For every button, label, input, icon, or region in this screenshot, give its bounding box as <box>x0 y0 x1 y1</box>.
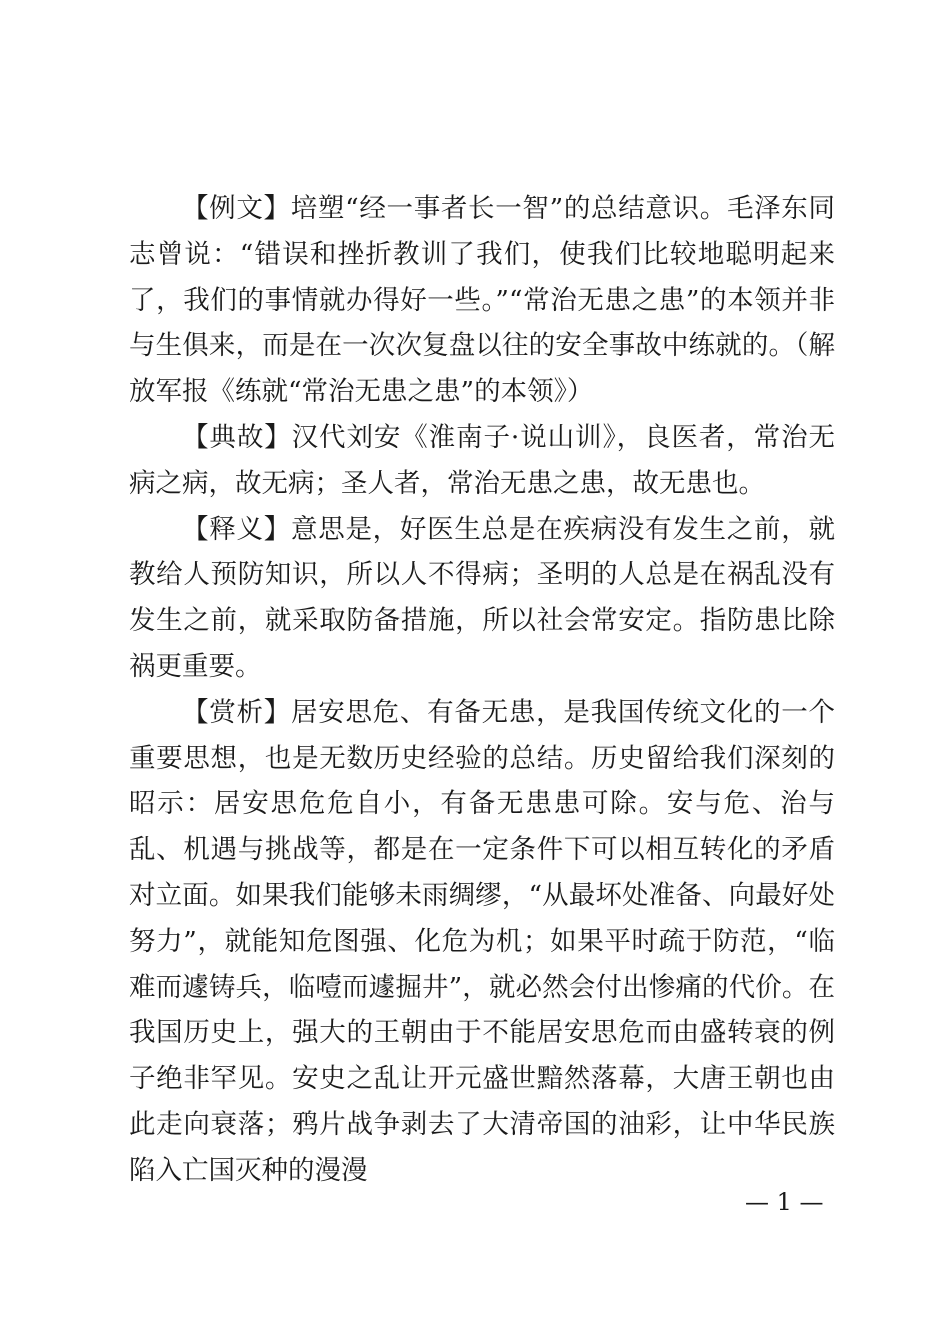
body-text <box>129 186 835 1194</box>
paragraph-content: 意思是，好医生总是在疾病没有发生之前，就教给人预防知识，所以人不得病；圣明的人总是在祸乱没有发生之前，就采取防备措施，所以社会常安定。指防患比除祸更重要。 <box>129 513 836 682</box>
paragraph-tag: 【赏析】 <box>182 696 291 728</box>
paragraph-example <box>129 186 835 415</box>
paragraph-appreciation <box>129 690 835 1194</box>
paragraph-content: 培塑“经一事者长一智”的总结意识。毛泽东同志曾说：“错误和挫折教训了我们，使我们比较地聪明起来了，我们的事情就办得好一些。”“常治无患之患”的本领并非与生俱来，而是在一次次复盘以往的安全事故中练就的。（解放军报《练就“常治无患之患”的本领》） <box>129 193 835 408</box>
paragraph-tag: 【典故】 <box>182 421 292 453</box>
paragraph-content: 居安思危、有备无患，是我国传统文化的一个重要思想，也是无数历史经验的总结。历史留给我们深刻的昭示：居安思危危自小，有备无患患可除。安与危、治与乱、机遇与挑战等，都是在一定条件下可以相互转化的矛盾对立面。如果我们能够未雨绸缪，“从最坏处准备、向最好处努力”，就能知危图强、化危为机；如果平时疏于防范，“临难而遽铸兵，临噎而遽掘井”，就必然会付出惨痛的代价。在我国历史上，强大的王朝由于不能居安思危而由盛转衰的例子绝非罕见。安史之乱让开元盛世黯然落幕，大唐王朝也由此走向衰落；鸦片战争剥去了大清帝国的油彩，让中华民族陷入亡国灭种的漫漫 <box>129 696 836 1186</box>
paragraph-content: 汉代刘安《淮南子·说山训》，良医者，常治无病之病，故无病；圣人者，常治无患之患，故无患也。 <box>129 421 835 499</box>
paragraph-allusion <box>129 415 835 507</box>
page-number: — 1 — <box>745 1188 824 1216</box>
paragraph-tag: 【释义】 <box>182 513 291 545</box>
paragraph-tag: 【例文】 <box>182 193 291 224</box>
paragraph-interpretation <box>129 507 835 690</box>
